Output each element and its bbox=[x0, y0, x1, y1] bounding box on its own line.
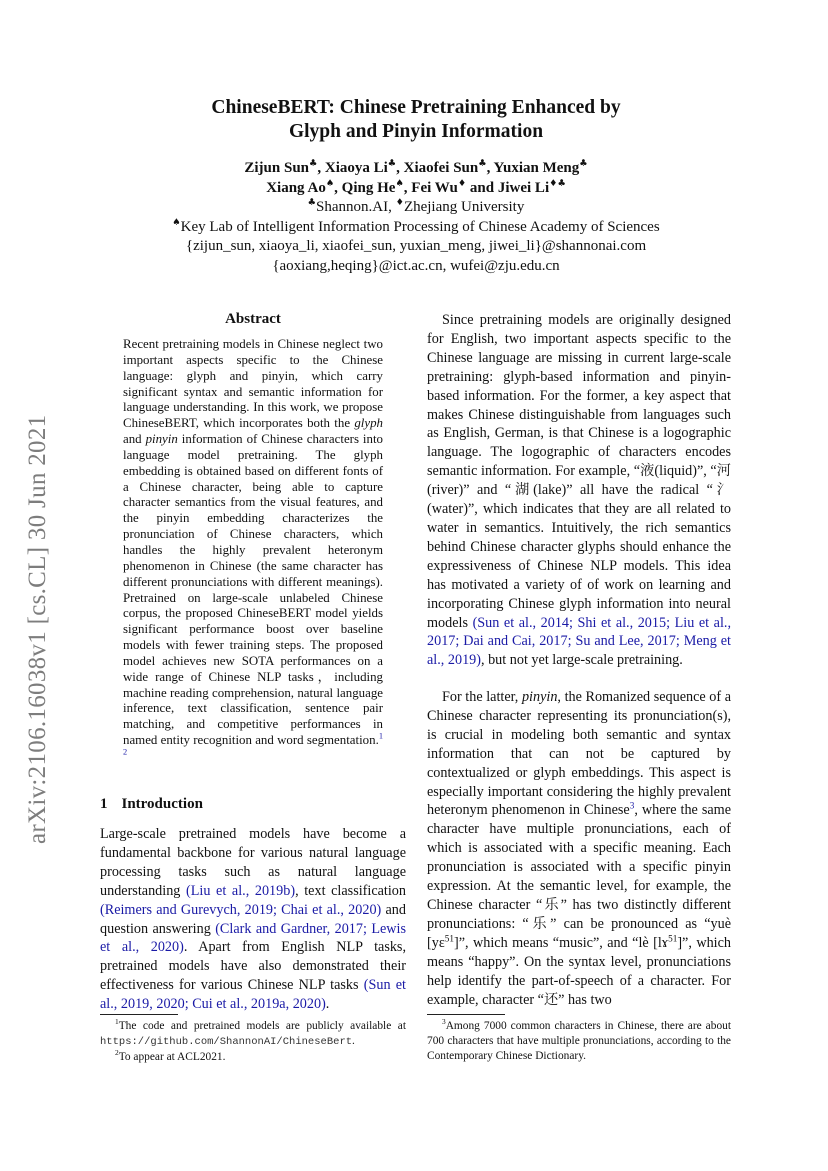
footnote-marks[interactable]: 1 2 bbox=[123, 731, 383, 757]
footnote-1: $^1$The code and pretrained models are publicly available at https://github.com/ShannonAI/ChineseBert. bbox=[100, 1017, 406, 1048]
citation-link[interactable]: (Clark and Gardner, 2017; Lewis et al., 2020) bbox=[100, 920, 406, 956]
affiliation-line-2: ♠Key Lab of Intelligent Information Processing of Chinese Academy of Sciences bbox=[172, 216, 660, 235]
footnote-3: $^3$Among 7000 common characters in Chinese, there are about 700 characters that have multiple pronunciations, according to the Contemporary Chinese Dictionary. bbox=[427, 1017, 731, 1062]
footnote-2: $^2$To appear at ACL2021. bbox=[115, 1048, 226, 1063]
citation-link[interactable]: (Reimers and Gurevych, 2019; Chai et al., 2020) bbox=[100, 901, 382, 918]
author-name: Xiaoya Li bbox=[324, 160, 388, 176]
intro-paragraph-1: Large-scale pretrained models have become a fundamental backbone for various natural language processing tasks such as natural language understanding (Liu et al., 2019b), text classification (Reimers and Gurevych, 2019; Chai et al., 2020) and question answering (Clark and Gardner, 2017; Lewis et al., 2020). Apart from English NLP tasks, pretrained models have also demonstrated their effectiveness for various Chinese NLP tasks (Sun et al., 2019, 2020; Cui et al., 2019a, 2020). bbox=[100, 826, 407, 1013]
footnote-rule-right bbox=[427, 1014, 505, 1015]
affiliation-zju: Zhejiang University bbox=[403, 199, 525, 215]
arxiv-identifier bbox=[14, 370, 56, 850]
footnotes-left bbox=[100, 1019, 406, 1065]
author-name: Zijun Sun bbox=[244, 160, 310, 176]
footnote-url[interactable]: https://github.com/ShannonAI/ChineseBert bbox=[100, 1036, 353, 1048]
author-name: Yuxian Meng bbox=[493, 160, 580, 176]
title-line-2: Glyph and Pinyin Information bbox=[288, 121, 544, 142]
right-paragraph-2: For the latter, pinyin, the Romanized sequence of a Chinese character representing its pronunciation(s), is crucial in modeling both semantic and syntax information that can not be captured by contextualized or glyph embeddings. This aspect is especially important considering the highly prevalent heteronym phenomenon in Chinese$^3$, where the same character have multiple pronunciations, each of which is associated with a specific meaning. Each pronunciation is associated with a specific pinyin expression. At the semantic level, for example, the Chinese character “乐” has two distinctly different pronunciations: “乐” can be pronounced as “yuè [yɛ$^{51}$]”, which means “music”, and “lè [lɤ$^{51}$]”, which means “happy”. On the syntax level, pronunciations help identify the part-of-speech of a character. For example, character “还” has two bbox=[427, 689, 732, 1008]
abstract-body: Recent pretraining models in Chinese neglect two important aspects specific to the Chinese language: glyph and pinyin, which carry significant syntax and semantic information for language understanding. In this work, we propose ChineseBERT, which incorporates both the glyph and pinyin information of Chinese characters into language model pretraining. The glyph embedding is obtained based on different fonts of a Chinese character, being able to capture character semantics from the visual features, and the pinyin embedding characterizes the pronunciation of Chinese characters, which handles the highly prevalent heteronym phenomenon in Chinese (the same character has different pronunciations with different meanings). Pretrained on large-scale unlabeled Chinese corpus, the proposed ChineseBERT model yields significant performance boost over baseline models with fewer training steps. The proposed model achieves new SOTA performances on a wide range of Chinese NLP tasks，including machine reading comprehension, natural language inference, text classification, sentence pair matching, and competitive performances in named entity recognition and word segmentation.$^{1 2}$ bbox=[123, 337, 383, 757]
paper-title bbox=[100, 96, 732, 144]
right-paragraph-1: Since pretraining models are originally designed for English, two important aspects specific to the Chinese language are missing in current large-scale pretraining: glyph-based information and pinyin-based information. For the former, a key aspect that makes Chinese distinguishable from languages such as English, German, is that Chinese is a logographic language. The logographic of characters encodes semantic information. For example, “液(liquid)”, “河(river)” and “湖(lake)” all have the radical “氵(water)”, which indicates that they are all related to water in semantics. Intuitively, the rich semantics behind Chinese character glyphs should enhance the expressiveness of Chinese NLP models. This idea has motivated a variety of of work on learning and incorporating Chinese glyph information into neural models (Sun et al., 2014; Shi et al., 2015; Liu et al., 2017; Dai and Cai, 2017; Su and Lee, 2017; Meng et al., 2019), but not yet large-scale pretraining. bbox=[427, 312, 732, 669]
author-block bbox=[100, 159, 732, 276]
footnote-rule-left bbox=[100, 1014, 178, 1015]
title-line-1: ChineseBERT: Chinese Pretraining Enhanced by bbox=[211, 97, 621, 118]
email-line-2: {aoxiang,heqing}@ict.ac.cn, wufei@zju.edu.cn bbox=[272, 257, 560, 274]
author-name: Qing He bbox=[341, 179, 396, 196]
author-line-1: Zijun Sun♣, Xiaoya Li♣, Xiaofei Sun♣, Yuxian Meng♣ bbox=[244, 158, 588, 176]
author-line-2: Xiang Ao♠, Qing He♠, Fei Wu♦ and Jiwei Li♦♣ bbox=[266, 177, 566, 196]
affiliation-shannon: Shannon.AI, bbox=[316, 199, 392, 215]
abstract-heading: Abstract bbox=[225, 311, 281, 327]
author-name: Xiaofei Sun bbox=[403, 160, 479, 176]
author-name: Fei Wu bbox=[411, 179, 458, 196]
author-name: Xiang Ao bbox=[266, 179, 326, 196]
author-name: Jiwei Li bbox=[497, 179, 550, 196]
citation-link[interactable]: (Sun et al., 2019, 2020; Cui et al., 2019a, 2020) bbox=[100, 977, 407, 1013]
email-line-1: {zijun_sun, xiaoya_li, xiaofei_sun, yuxian_meng, jiwei_li}@shannonai.com bbox=[185, 238, 647, 254]
citation-link[interactable]: (Liu et al., 2019b) bbox=[186, 882, 296, 899]
affiliation-ict: Key Lab of Intelligent Information Processing of Chinese Academy of Sciences bbox=[180, 218, 660, 235]
affiliation-line-1: ♣Shannon.AI, ♦Zhejiang University bbox=[307, 197, 525, 215]
footnote-mark-3[interactable]: 3 bbox=[629, 800, 635, 811]
and-word: and bbox=[469, 179, 495, 196]
citation-link[interactable]: (Sun et al., 2014; Shi et al., 2015; Liu et al., 2017; Dai and Cai, 2017; Su and Lee, 2017; Meng et al., 2019) bbox=[427, 614, 732, 669]
arxiv-identifier-text: arXiv:2106.16038v1 [cs.CL] 30 Jun 2021 bbox=[24, 414, 51, 844]
section-heading-introduction: 1 Introduction bbox=[100, 796, 203, 812]
